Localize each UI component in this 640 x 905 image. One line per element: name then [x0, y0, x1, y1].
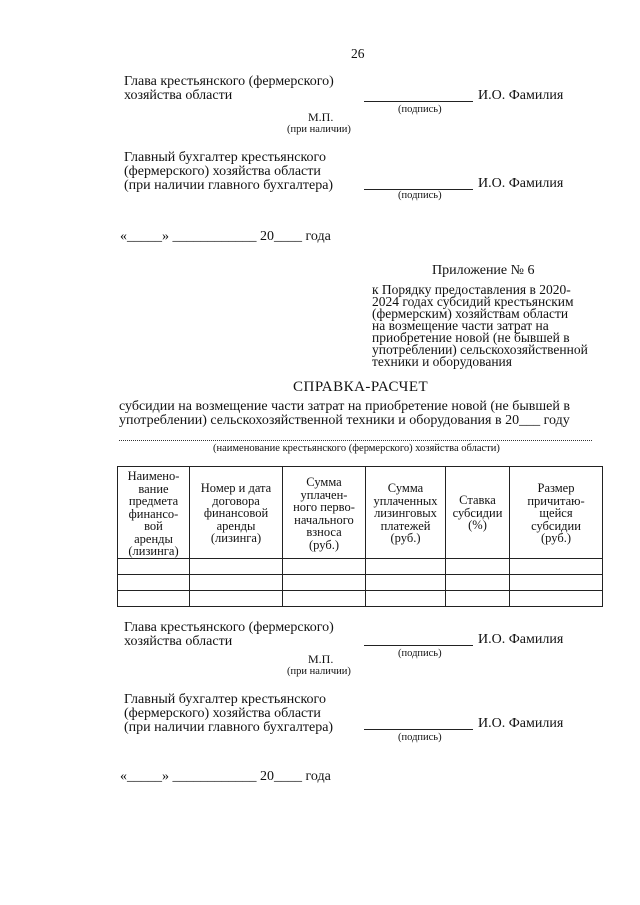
- head-title-line2: хозяйства области: [124, 634, 233, 649]
- head-signature-line: [364, 645, 473, 646]
- acct-title-line2: (фермерского) хозяйства области: [124, 164, 321, 179]
- appendix-line: техники и оборудования: [372, 354, 512, 369]
- mp-note: (при наличии): [287, 666, 351, 677]
- acct-signature-line: [364, 729, 473, 730]
- appendix-line: употреблении) сельскохозяйственной: [372, 342, 588, 357]
- head-title-line1: Глава крестьянского (фермерского): [124, 620, 334, 635]
- appendix-title: Приложение № 6: [432, 263, 535, 278]
- column-header: Ставка субсидии (%): [446, 467, 510, 559]
- head-name: И.О. Фамилия: [478, 88, 564, 103]
- table-cell: [190, 558, 283, 574]
- table-row: [118, 558, 603, 574]
- mp-note: (при наличии): [287, 124, 351, 135]
- page-number: 26: [351, 46, 365, 61]
- appendix-line: (фермерским) хозяйствам области: [372, 306, 569, 321]
- table-cell: [366, 574, 446, 590]
- table-cell: [510, 574, 603, 590]
- table-cell: [510, 590, 603, 606]
- appendix-line: к Порядку предоставления в 2020-: [372, 282, 571, 297]
- head-name: И.О. Фамилия: [478, 632, 564, 647]
- table-cell: [510, 558, 603, 574]
- table-header-row: [118, 467, 603, 559]
- table-cell: [446, 558, 510, 574]
- column-header: Размер причитаю- щейся субсидии (руб.): [510, 467, 603, 559]
- mp-label: М.П.: [308, 652, 334, 666]
- acct-name: И.О. Фамилия: [478, 716, 564, 731]
- head-title-line2: хозяйства области: [124, 88, 233, 103]
- column-header: Сумма уплаченных лизинговых платежей (руб.): [366, 467, 446, 559]
- mp-label: М.П.: [308, 110, 334, 124]
- table-row: [118, 590, 603, 606]
- acct-title-line1: Главный бухгалтер крестьянского: [124, 150, 326, 165]
- appendix-line: на возмещение части затрат на: [372, 318, 549, 333]
- acct-podpis-caption: (подпись): [398, 732, 442, 743]
- calculation-table: [117, 466, 603, 607]
- acct-name: И.О. Фамилия: [478, 176, 564, 191]
- head-signature-line: [364, 101, 473, 102]
- acct-title-line1: Главный бухгалтер крестьянского: [124, 692, 326, 707]
- table-cell: [118, 590, 190, 606]
- head-podpis-caption: (подпись): [398, 648, 442, 659]
- table-cell: [366, 590, 446, 606]
- table-cell: [118, 574, 190, 590]
- appendix-line: 2024 годах субсидий крестьянским: [372, 294, 574, 309]
- table-cell: [446, 574, 510, 590]
- acct-title-line3: (при наличии главного бухгалтера): [124, 720, 334, 735]
- table-cell: [366, 558, 446, 574]
- table-cell: [190, 590, 283, 606]
- farm-name-caption: (наименование крестьянского (фермерского) хозяйства области): [213, 443, 500, 454]
- column-header: Номер и дата договора финансовой аренды (лизинга): [190, 467, 283, 559]
- date-line: «_____» ____________ 20____ года: [120, 229, 331, 244]
- acct-title-line3: (при наличии главного бухгалтера): [124, 178, 334, 193]
- document-subtitle-line1: субсидии на возмещение части затрат на приобретение новой (не бывшей в: [119, 399, 570, 414]
- table-row: [118, 574, 603, 590]
- table-cell: [283, 590, 366, 606]
- head-title-line1: Глава крестьянского (фермерского): [124, 74, 334, 89]
- farm-name-line: [119, 440, 592, 441]
- document-heading: СПРАВКА-РАСЧЕТ: [293, 379, 429, 395]
- document-subtitle-line2: употреблении) сельскохозяйственной техники и оборудования в 20___ году: [119, 413, 570, 428]
- date-line: «_____» ____________ 20____ года: [120, 769, 331, 784]
- table-cell: [283, 558, 366, 574]
- acct-title-line2: (фермерского) хозяйства области: [124, 706, 321, 721]
- column-header: Сумма уплачен- ного перво- начального взноса (руб.): [283, 467, 366, 559]
- head-podpis-caption: (подпись): [398, 104, 442, 115]
- table-cell: [190, 574, 283, 590]
- appendix-line: приобретение новой (не бывшей в: [372, 330, 570, 345]
- column-header: Наимено- вание предмета финансо- вой аренды (лизинга): [118, 467, 190, 559]
- table-cell: [118, 558, 190, 574]
- table-cell: [283, 574, 366, 590]
- table-cell: [446, 590, 510, 606]
- acct-podpis-caption: (подпись): [398, 190, 442, 201]
